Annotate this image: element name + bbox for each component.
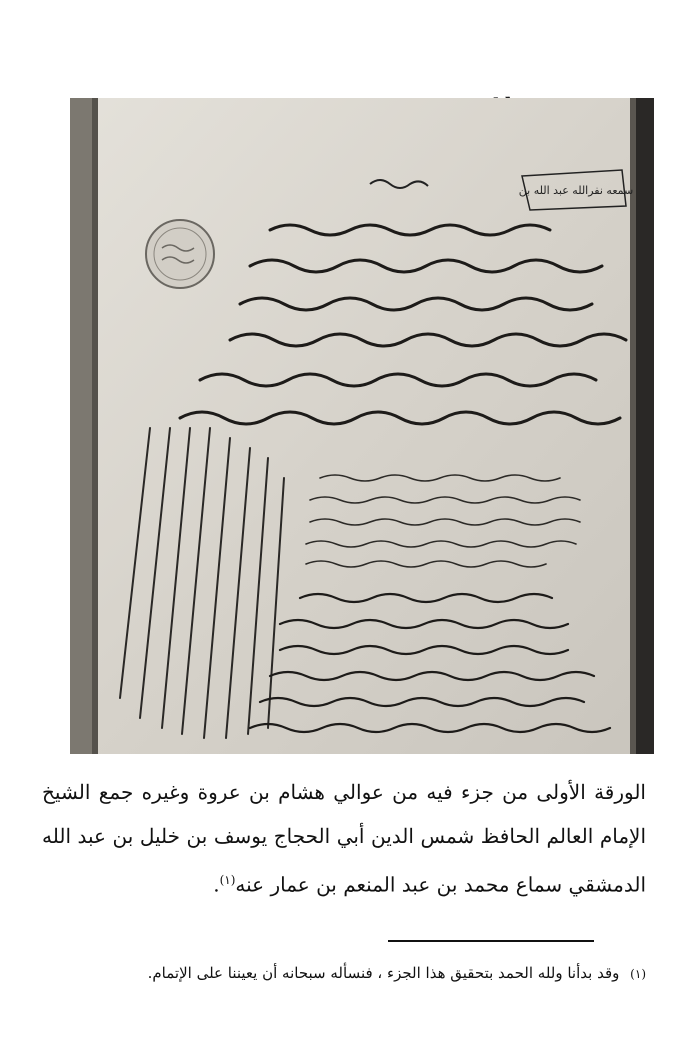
caption-end: .: [213, 872, 220, 897]
seal-stamp: [146, 220, 214, 288]
footnote-text: وقد بدأنا ولله الحمد بتحقيق هذا الجزء ، فنسأله سبحانه أن يعيننا على الإتمام.: [147, 964, 620, 982]
caption-text: الورقة الأولى من جزء فيه من عوالي هشام بن عروة وغيره جمع الشيخ الإمام العالم الحافظ شمس الدين أبي الحجاج يوسف بن خليل بن عبد الله الدمشقي سماع محمد بن عبد المنعم بن عمار عنه: [42, 780, 646, 897]
footnote-marker: (١): [630, 967, 646, 981]
page-edge: [636, 98, 654, 754]
figure-caption: [42, 770, 646, 907]
footnote: [42, 960, 646, 987]
caption-footnote-ref: (١): [219, 873, 236, 887]
margin-note-text: سمعه نفرالله عبد الله بن: [518, 184, 634, 197]
manuscript-photo: [70, 98, 654, 754]
footnote-divider: [388, 940, 594, 942]
